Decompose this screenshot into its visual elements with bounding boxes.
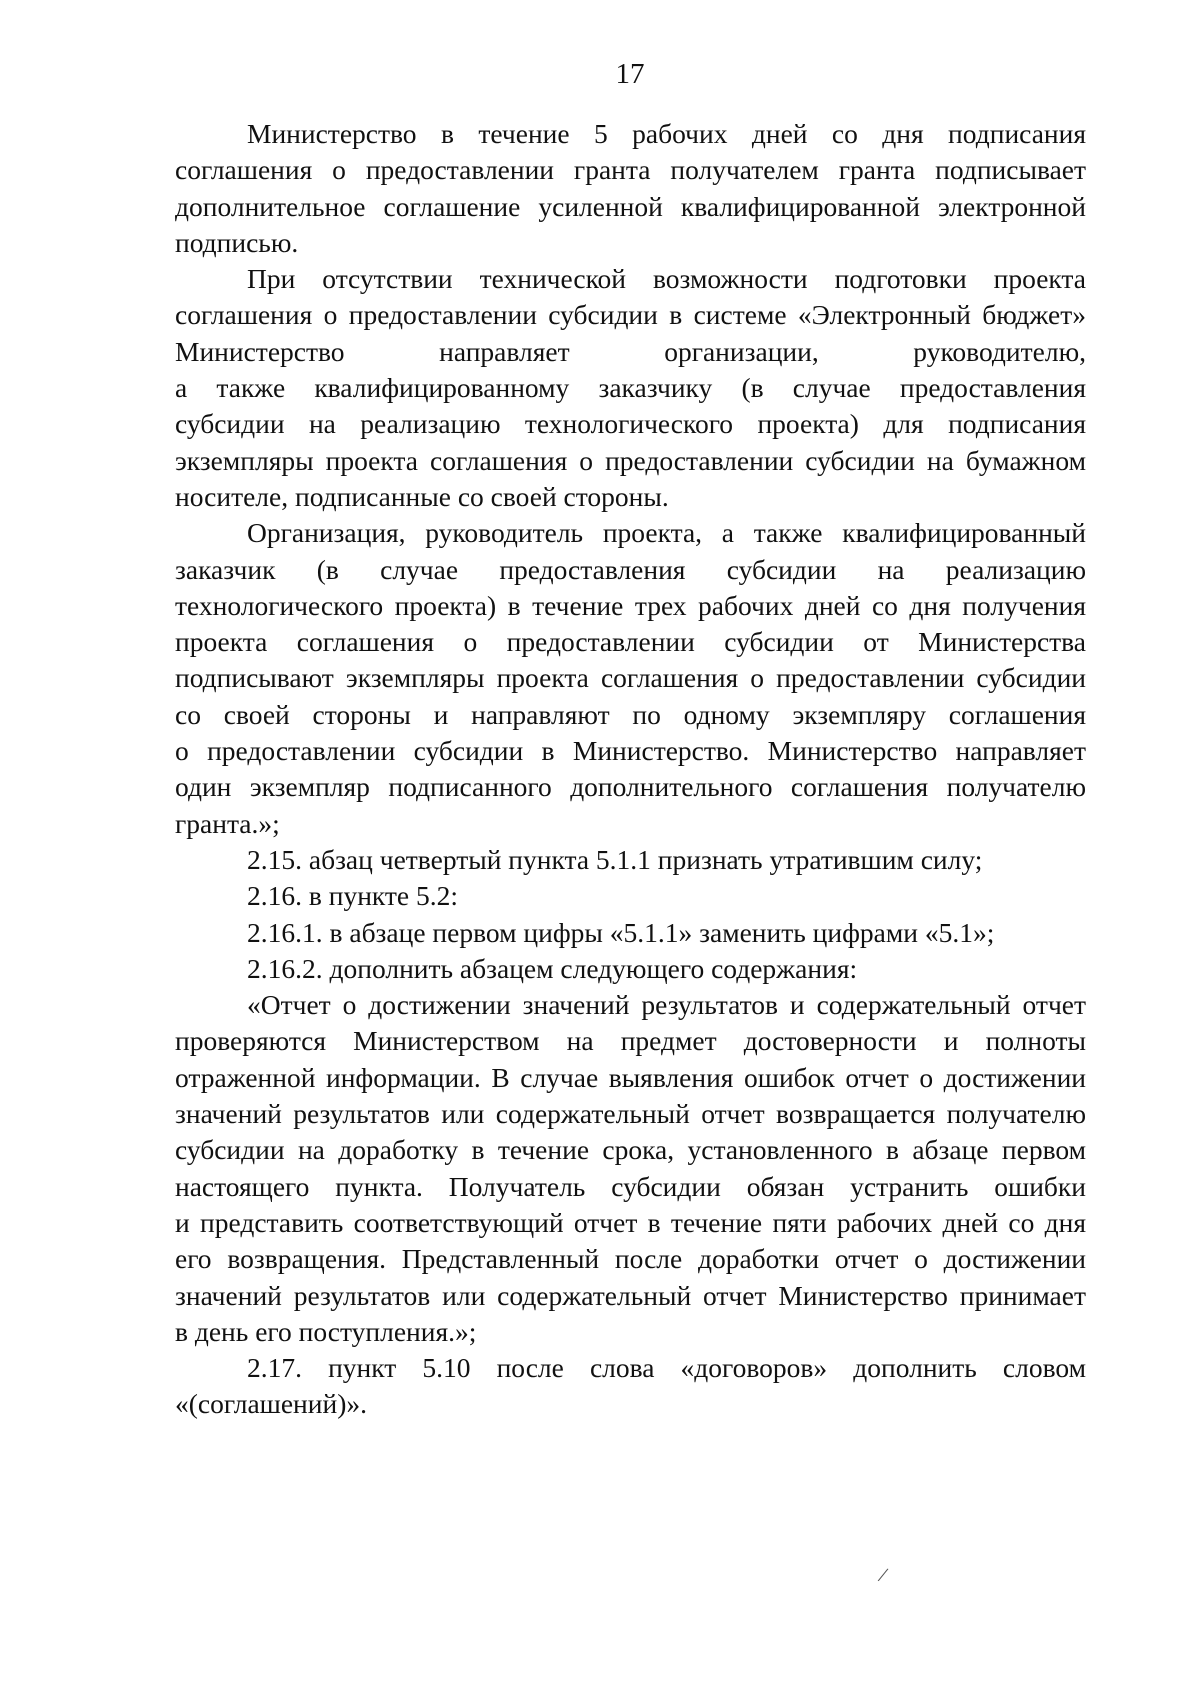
- text-line: 2.15. абзац четвертый пункта 5.1.1 признать утратившим силу;: [247, 843, 983, 875]
- paragraph-p4: [175, 842, 1086, 878]
- document-body: [175, 116, 1086, 1423]
- paragraph-p2: [175, 261, 1086, 515]
- text-line: Министерство в течение 5 рабочих дней со дня подписания: [247, 118, 1086, 149]
- paragraph-p3: [175, 515, 1086, 842]
- text-line: «(соглашений)».: [175, 1388, 367, 1420]
- text-line: проекта соглашения о предоставлении субсидии от Министерства: [175, 626, 1086, 658]
- text-line: соглашения о предоставлении гранта получателем гранта подписывает: [175, 154, 1086, 186]
- text-line: подписывают экземпляры проекта соглашения о предоставлении субсидии: [175, 662, 1086, 694]
- text-line: субсидии на реализацию технологического проекта) для подписания: [175, 408, 1086, 440]
- text-line: проверяются Министерством на предмет достоверности и полноты: [175, 1025, 1086, 1057]
- text-line: настоящего пункта. Получатель субсидии обязан устранить ошибки: [175, 1170, 1086, 1202]
- text-line: Министерство направляет организации, руководителю,: [175, 335, 1086, 367]
- text-line: а также квалифицированному заказчику (в случае предоставления: [175, 372, 1086, 404]
- text-line: гранта.»;: [175, 807, 280, 839]
- text-line: соглашения о предоставлении субсидии в системе «Электронный бюджет»: [175, 299, 1086, 331]
- text-line: дополнительное соглашение усиленной квалифицированной электронной: [175, 190, 1086, 222]
- text-line: в день его поступления.»;: [175, 1315, 477, 1347]
- paragraph-p7: [175, 951, 1086, 987]
- text-line: подписью.: [175, 226, 299, 258]
- text-line: При отсутствии технической возможности подготовки проекта: [247, 263, 1086, 295]
- text-line: субсидии на доработку в течение срока, установленного в абзаце первом: [175, 1134, 1086, 1166]
- paragraph-p9: [175, 1350, 1086, 1423]
- text-line: носителе, подписанные со своей стороны.: [175, 480, 669, 512]
- text-line: и представить соответствующий отчет в течение пяти рабочих дней со дня: [175, 1206, 1086, 1238]
- text-line: технологического проекта) в течение трех рабочих дней со дня получения: [175, 589, 1086, 621]
- text-line: Организация, руководитель проекта, а также квалифицированный: [247, 517, 1086, 549]
- text-line: «Отчет о достижении значений результатов и содержательный отчет: [247, 989, 1086, 1021]
- text-line: 2.16.2. дополнить абзацем следующего содержания:: [247, 952, 858, 984]
- text-line: о предоставлении субсидии в Министерство. Министерство направляет: [175, 735, 1086, 767]
- text-line: заказчик (в случае предоставления субсидии на реализацию: [175, 553, 1086, 585]
- pen-mark: /: [876, 1561, 891, 1588]
- text-line: со своей стороны и направляют по одному экземпляру соглашения: [175, 698, 1086, 730]
- paragraph-p5: [175, 878, 1086, 914]
- text-line: 2.16.1. в абзаце первом цифры «5.1.1» заменить цифрами «5.1»;: [247, 916, 995, 948]
- text-line: отраженной информации. В случае выявления ошибок отчет о достижении: [175, 1061, 1086, 1093]
- text-line: экземпляры проекта соглашения о предоставлении субсидии на бумажном: [175, 444, 1086, 476]
- text-line: 2.17. пункт 5.10 после слова «договоров» дополнить словом: [247, 1352, 1086, 1384]
- paragraph-p1: [175, 116, 1086, 261]
- paragraph-p6: [175, 915, 1086, 951]
- text-line: один экземпляр подписанного дополнительного соглашения получателю: [175, 771, 1086, 803]
- paragraph-p8: [175, 987, 1086, 1350]
- text-line: его возвращения. Представленный после доработки отчет о достижении: [175, 1243, 1086, 1275]
- text-line: значений результатов или содержательный отчет Министерство принимает: [175, 1279, 1086, 1311]
- page-number: 17: [615, 58, 645, 90]
- text-line: значений результатов или содержательный отчет возвращается получателю: [175, 1098, 1086, 1130]
- text-line: 2.16. в пункте 5.2:: [247, 880, 459, 912]
